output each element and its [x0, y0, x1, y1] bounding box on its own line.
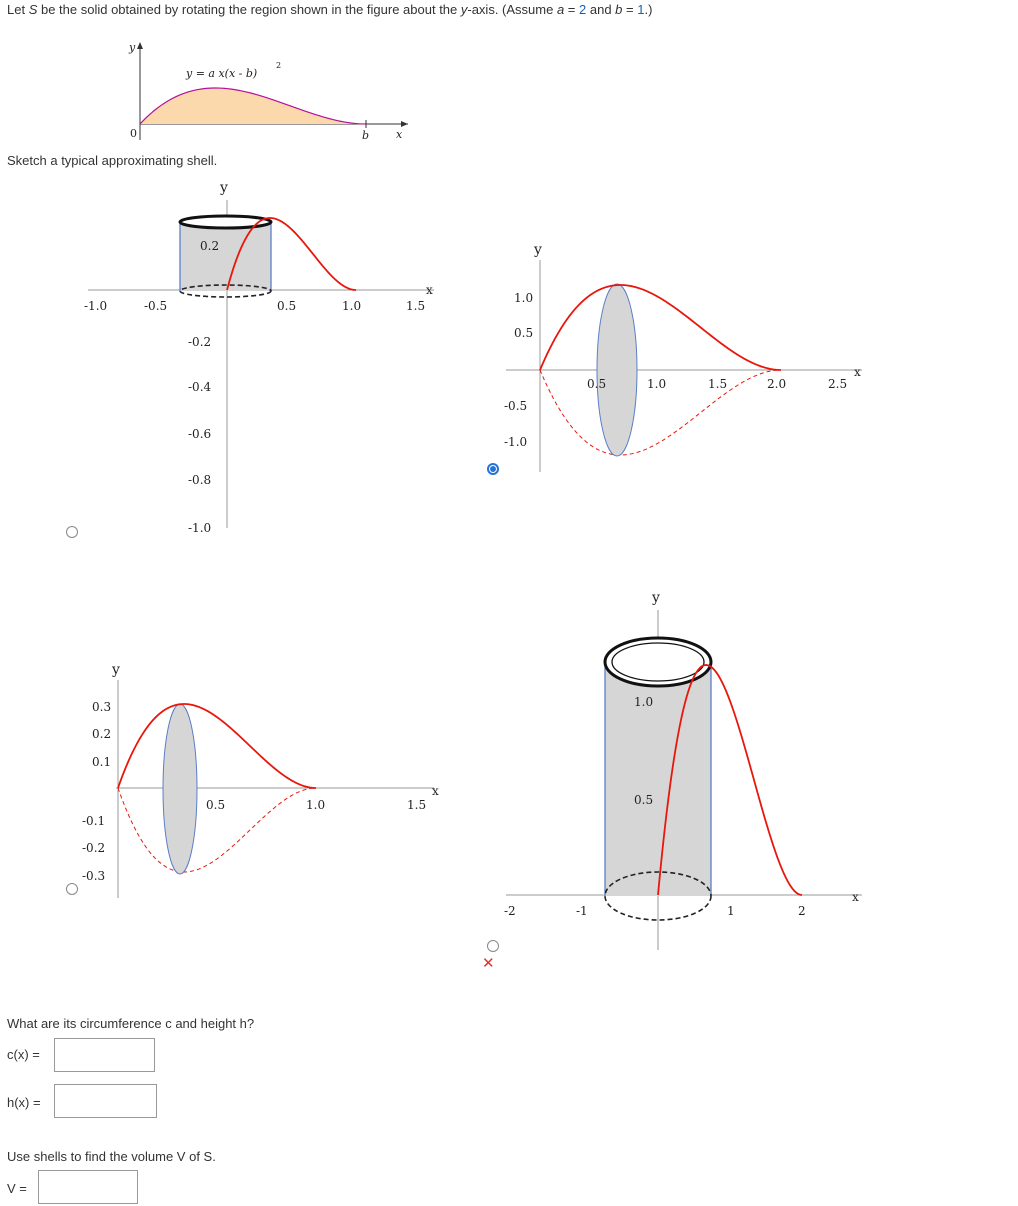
prompt-S: S	[28, 2, 38, 17]
question-volume: Use shells to find the volume V of S.	[7, 1149, 216, 1164]
prompt-mid2: -axis. (Assume	[467, 2, 557, 17]
question2-text: What are its circumference c and height h?	[7, 1016, 255, 1031]
option-c-y-tick: 0.2	[92, 727, 112, 741]
prompt-mid1: be the solid obtained by rotating the region shown in the figure about the	[37, 2, 461, 17]
option-c-radio[interactable]	[66, 883, 78, 895]
option-b-y-tick: 1.0	[514, 291, 534, 305]
option-d-x-tick: 1	[727, 904, 735, 918]
option-c-x-tick: 1.5	[407, 798, 427, 812]
option-b-radio[interactable]	[487, 463, 499, 475]
option-d-graph	[500, 584, 870, 954]
option-d-x-tick: 2	[798, 904, 806, 918]
option-a-y-label: y	[220, 180, 228, 196]
prompt-end: .)	[644, 2, 653, 17]
option-b-x-tick: 0.5	[587, 377, 607, 391]
option-b-x-tick: 1.0	[647, 377, 667, 391]
prompt-a-value: 2	[579, 2, 587, 17]
option-a-x-tick: -0.5	[144, 299, 168, 313]
v-input[interactable]	[38, 1170, 138, 1204]
region-origin-label: 0	[130, 127, 137, 140]
option-d-x-tick: -2	[504, 904, 516, 918]
option-c-y-tick: 0.1	[92, 755, 112, 769]
option-b-y-label: y	[534, 242, 542, 258]
sketch-prompt: Sketch a typical approximating shell.	[7, 153, 218, 168]
option-c-y-label: y	[112, 662, 120, 678]
region-b-label: b	[362, 129, 370, 142]
option-a-y-tick: -1.0	[188, 521, 212, 535]
option-b-y-tick: 0.5	[514, 326, 534, 340]
region-y-label: y	[129, 41, 136, 54]
option-a-x-label: x	[426, 283, 433, 297]
option-c-y-tick: -0.1	[82, 814, 106, 828]
option-a-y-tick: -0.4	[188, 380, 212, 394]
option-c-y-tick: -0.2	[82, 841, 106, 855]
v-label: V =	[7, 1181, 27, 1196]
option-a-x-tick: 0.5	[277, 299, 297, 313]
region-x-label: x	[396, 128, 403, 141]
option-a-y-tick: 0.2	[200, 239, 220, 253]
option-d-radio[interactable]	[487, 940, 499, 952]
prompt-eq1: =	[564, 2, 580, 17]
option-c-x-tick: 1.0	[306, 798, 326, 812]
option-b-x-tick: 2.5	[828, 377, 848, 391]
option-c-curve	[118, 704, 316, 788]
option-a-graph	[80, 176, 450, 542]
option-b-x-label: x	[854, 365, 861, 379]
c-input[interactable]	[54, 1038, 155, 1072]
h-input[interactable]	[54, 1084, 157, 1118]
option-d-shell-body	[605, 662, 711, 896]
c-label: c(x) =	[7, 1047, 40, 1062]
option-a-shell-body	[180, 222, 271, 291]
option-b-curve	[540, 285, 781, 370]
option-d-shell-top-rim	[605, 638, 711, 686]
prompt-b-var: b	[615, 2, 623, 17]
option-c-cross-section	[163, 704, 197, 874]
option-a-y-tick: -0.2	[188, 335, 212, 349]
option-d-y-tick: 1.0	[634, 695, 654, 709]
option-a-x-tick: 1.5	[406, 299, 426, 313]
option-b-x-tick: 1.5	[708, 377, 728, 391]
option-b-graph	[500, 236, 870, 476]
prompt-eq2: =	[622, 2, 638, 17]
option-a-y-tick: -0.8	[188, 473, 212, 487]
question-circumference-height	[7, 1016, 254, 1032]
option-d-x-label: x	[852, 890, 859, 904]
option-b-cross-section	[597, 284, 637, 456]
option-c-x-label: x	[432, 784, 439, 798]
option-c-graph	[80, 656, 450, 900]
region-y-arrow	[137, 42, 143, 49]
option-b-y-tick: -0.5	[504, 399, 528, 413]
option-c-x-tick: 0.5	[206, 798, 226, 812]
prompt-and: and	[586, 2, 616, 17]
region-exponent: 2	[276, 61, 282, 70]
region-equation: y = a x(x - b)	[186, 67, 258, 80]
prompt-pre: Let	[7, 2, 29, 17]
option-d-y-tick: 0.5	[634, 793, 654, 807]
x-mark-icon: ✕	[482, 955, 495, 972]
option-b-x-tick: 2.0	[767, 377, 787, 391]
prompt-a-var: a	[556, 2, 565, 17]
h-label: h(x) =	[7, 1095, 41, 1110]
option-c-y-tick: -0.3	[82, 869, 106, 883]
option-b-y-tick: -1.0	[504, 435, 528, 449]
prompt-y-axis: y	[460, 2, 468, 17]
option-d-x-tick: -1	[576, 904, 588, 918]
region-x-arrow	[401, 121, 408, 127]
option-a-y-tick: -0.6	[188, 427, 212, 441]
option-a-x-tick: -1.0	[84, 299, 108, 313]
region-figure	[110, 36, 430, 148]
option-d-y-label: y	[652, 590, 660, 606]
option-a-x-tick: 1.0	[342, 299, 362, 313]
option-c-y-tick: 0.3	[92, 700, 112, 714]
problem-statement	[7, 2, 652, 18]
prompt-b-value: 1	[637, 2, 645, 17]
option-a-radio[interactable]	[66, 526, 78, 538]
